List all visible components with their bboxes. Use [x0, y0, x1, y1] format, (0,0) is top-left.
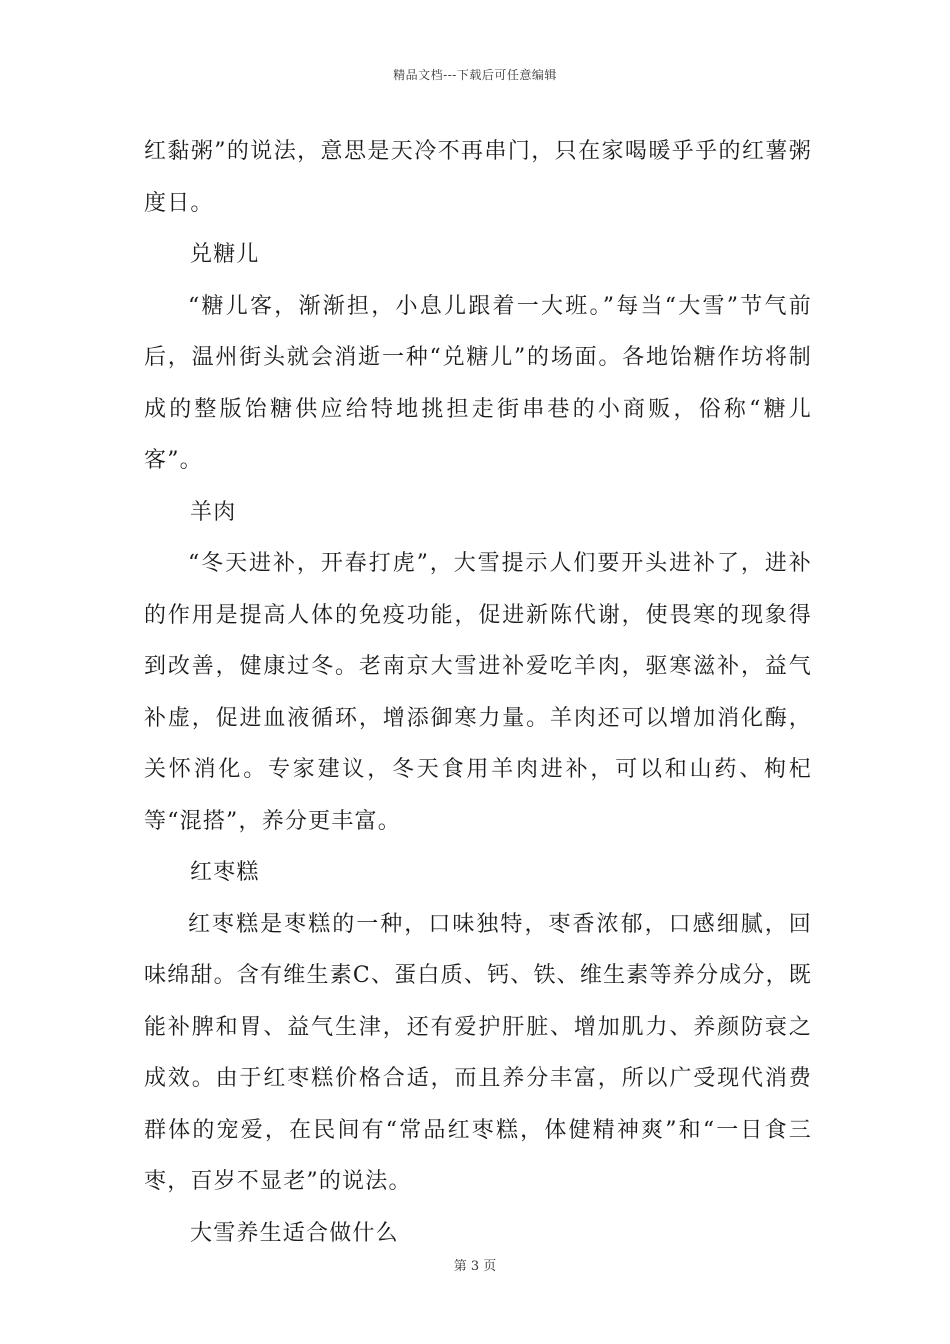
section-heading-health: 大雪养生适合做什么: [190, 1220, 399, 1246]
page-header: 精品文档---下载后可任意编辑: [393, 68, 557, 82]
paragraph-datecake: 红枣糕是枣糕的一种，口味独特，枣香浓郁，口感细腻，回味绵甜。含有维生素C、蛋白质、钙、铁、维生素等养分成分，既能补脾和胃、益气生津，还有爱护肝脏、增加肌力、养颜防衰之成效。由于红枣糕价格合适，而且养分丰富，所以广受现代消费群体的宠爱，在民间有“常品红枣糕，体健精神爽”和“一日食三枣，百岁不显老”的说法。: [144, 911, 812, 1194]
section-heading-mutton: 羊肉: [190, 499, 237, 525]
document-body: [144, 126, 812, 1259]
section-heading-candy: 兑糖儿: [190, 242, 260, 267]
paragraph-intro: 红黏粥”的说法，意思是天冷不再串门，只在家喝暖乎乎的红薯粥度日。: [144, 139, 812, 216]
page-number: 第 3 页: [453, 1259, 497, 1274]
paragraph-mutton: “冬天进补，开春打虎”，大雪提示人们要开头进补了，进补的作用是提高人体的免疫功能，促进新陈代谢，使畏寒的现象得到改善，健康过冬。老南京大雪进补爱吃羊肉，驱寒滋补，益气补虚，促进血液循环，增添御寒力量。羊肉还可以增加消化酶，关怀消化。专家建议，冬天食用羊肉进补，可以和山药、枸杞等“混搭”，养分更丰富。: [144, 551, 812, 834]
paragraph-candy: “糖儿客，渐渐担，小息儿跟着一大班。”每当“大雪”节气前后，温州街头就会消逝一种“兑糖儿”的场面。各地饴糖作坊将制成的整版饴糖供应给特地挑担走街串巷的小商贩，俗称“糖儿客”。: [144, 293, 812, 473]
section-heading-datecake: 红枣糕: [190, 860, 260, 885]
